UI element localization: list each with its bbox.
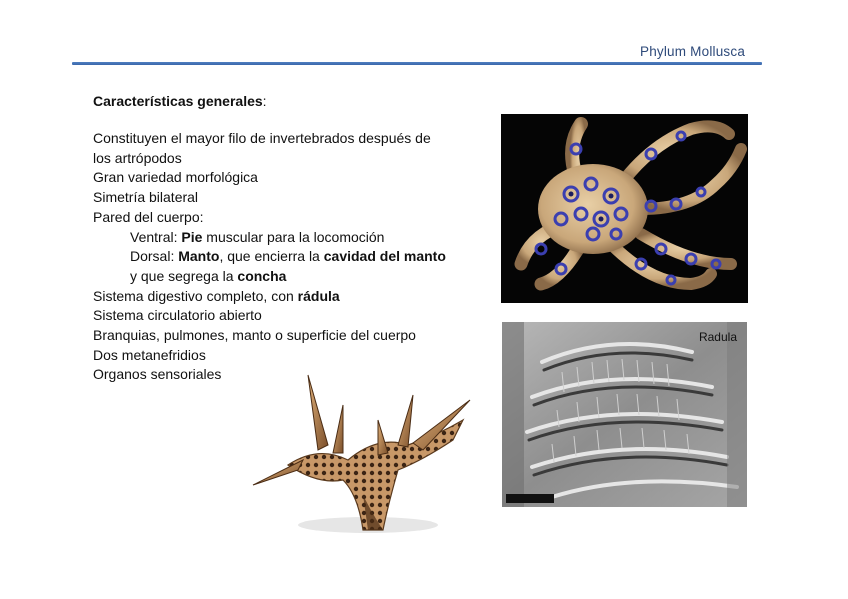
- list-line: Dos metanefridios: [93, 346, 206, 363]
- text-span: muscular para la locomoción: [202, 228, 385, 245]
- list-line: Branquias, pulmones, manto o superficie del cuerpo: [93, 327, 416, 344]
- text-span: Sistema digestivo completo, con: [93, 287, 298, 304]
- section-heading-colon: :: [262, 93, 267, 109]
- bold-term: Pie: [181, 228, 203, 245]
- text-span: y que segrega la: [130, 267, 238, 284]
- nudibranch-photo: [248, 365, 478, 540]
- list-line: Sistema circulatorio abierto: [93, 307, 262, 324]
- list-line: Pared del cuerpo:: [93, 208, 204, 225]
- page-header-title: Phylum Mollusca: [640, 44, 746, 59]
- list-line-ventral: [93, 228, 493, 248]
- list-line-dorsal: [93, 247, 493, 267]
- list-line: Simetría bilateral: [93, 189, 199, 206]
- list-line: los artrópodos: [93, 149, 182, 166]
- text-span: Ventral:: [130, 228, 182, 245]
- section-heading: [93, 92, 267, 110]
- radula-micrograph: [502, 322, 747, 507]
- text-span: , que encierra la: [219, 248, 324, 265]
- bold-term: concha: [237, 267, 287, 284]
- bold-term: cavidad del manto: [323, 248, 446, 265]
- octopus-photo: [501, 114, 748, 303]
- list-line: Gran variedad morfológica: [93, 169, 258, 186]
- list-line-dorsal-cont: [93, 267, 493, 287]
- characteristics-list: [93, 129, 493, 385]
- scale-bar: [506, 494, 554, 503]
- header-divider: [72, 62, 762, 65]
- list-line: Constituyen el mayor filo de invertebrados después de: [93, 130, 431, 146]
- section-heading-text: Características generales: [93, 93, 263, 109]
- list-line: Organos sensoriales: [93, 366, 222, 383]
- radula-label: Radula: [698, 330, 737, 344]
- bold-term: rádula: [297, 287, 340, 304]
- text-span: Dorsal:: [130, 248, 179, 265]
- list-line-digestive: [93, 287, 493, 307]
- bold-term: Manto: [178, 248, 220, 265]
